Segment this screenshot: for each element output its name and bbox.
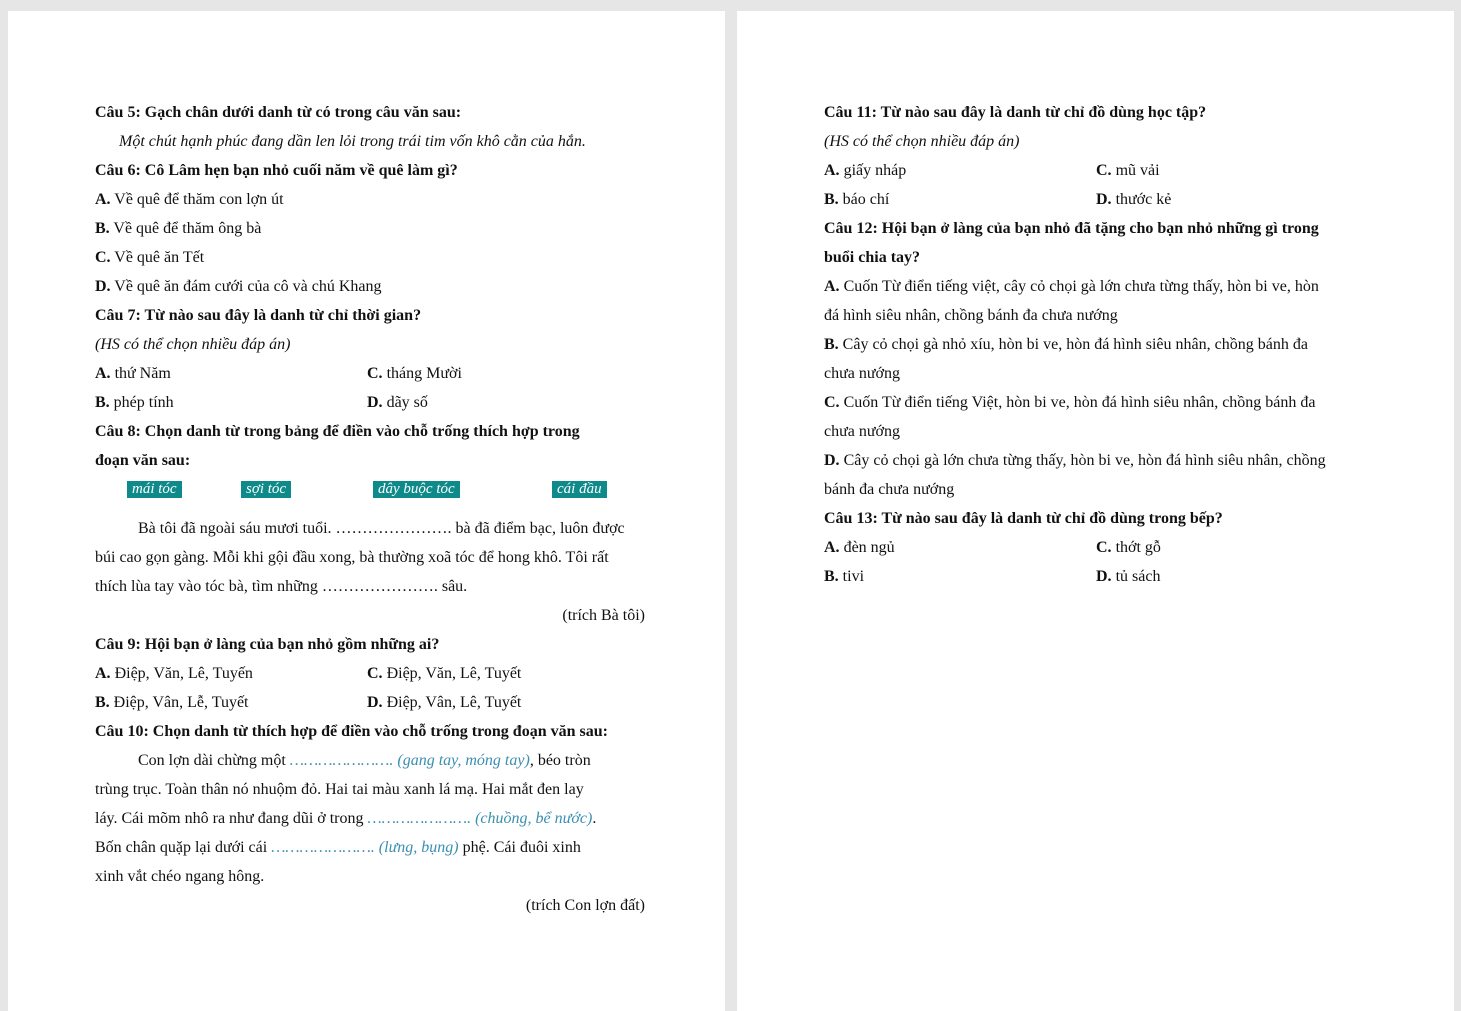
page-right bbox=[737, 11, 1454, 1011]
q9-title: Câu 9: Hội bạn ở làng của bạn nhỏ gồm những ai? bbox=[95, 636, 440, 653]
q10-fill-2: …………………. (chuồng, bể nước) bbox=[367, 810, 593, 827]
q9-options-row-2 bbox=[95, 688, 645, 717]
q7-option-b: B. phép tính bbox=[95, 394, 174, 411]
q13-title: Câu 13: Từ nào sau đây là danh từ chỉ đồ dùng trong bếp? bbox=[824, 510, 1223, 527]
q12-option-b-line-2: chưa nướng bbox=[824, 365, 901, 382]
q8-paragraph-line-3: thích lùa tay vào tóc bà, tìm những …………………. sâu. bbox=[95, 578, 468, 595]
q9-option-c: C. Điệp, Văn, Lê, Tuyết bbox=[367, 665, 522, 682]
q6-option-d: D. Về quê ăn đám cưới của cô và chú Khang bbox=[95, 278, 382, 295]
q9-option-d: D. Điệp, Vân, Lê, Tuyết bbox=[367, 694, 522, 711]
q5-title: Câu 5: Gạch chân dưới danh từ có trong câu văn sau: bbox=[95, 104, 462, 121]
q8-title-2: đoạn văn sau: bbox=[95, 452, 191, 469]
page-left bbox=[8, 11, 725, 1011]
q12-title-1: Câu 12: Hội bạn ở làng của bạn nhỏ đã tặng cho bạn nhỏ những gì trong bbox=[824, 220, 1319, 237]
word-box-soi-toc: sợi tóc bbox=[241, 481, 291, 498]
q5-sentence: Một chút hạnh phúc đang dần len lỏi trong trái tim vốn khô cằn của hắn. bbox=[119, 133, 586, 150]
q12-option-a-line-1: A. Cuốn Từ điển tiếng việt, cây cỏ chọi gà lớn chưa từng thấy, hòn bi ve, hòn bbox=[824, 278, 1319, 295]
q6-option-b: B. Về quê để thăm ông bà bbox=[95, 220, 262, 237]
page-left-content bbox=[95, 98, 645, 920]
q10-title: Câu 10: Chọn danh từ thích hợp để điền vào chỗ trống trong đoạn văn sau: bbox=[95, 723, 608, 740]
q7-option-c: C. tháng Mười bbox=[367, 365, 462, 382]
q6-title: Câu 6: Cô Lâm hẹn bạn nhỏ cuối năm về quê làm gì? bbox=[95, 162, 458, 179]
q12-option-c-line-1: C. Cuốn Từ điển tiếng Việt, hòn bi ve, hòn đá hình siêu nhân, chồng bánh đa bbox=[824, 394, 1316, 411]
q7-options-row-2 bbox=[95, 388, 645, 417]
q7-note: (HS có thể chọn nhiều đáp án) bbox=[95, 336, 291, 353]
q10-paragraph-line-5: xinh vắt chéo ngang hông. bbox=[95, 868, 265, 885]
q9-options-row-1 bbox=[95, 659, 645, 688]
q8-title-1: Câu 8: Chọn danh từ trong bảng để điền vào chỗ trống thích hợp trong bbox=[95, 423, 580, 440]
q11-option-a: A. giấy nháp bbox=[824, 162, 907, 179]
q10-paragraph-line-1: Con lợn dài chừng một …………………. (gang tay, móng tay), béo tròn bbox=[138, 752, 591, 769]
q13-option-c: C. thớt gỗ bbox=[1096, 539, 1161, 556]
q10-fill-3: …………………. (lưng, bụng) bbox=[271, 839, 459, 856]
q8-paragraph-line-1: Bà tôi đã ngoài sáu mươi tuổi. …………………. bà đã điểm bạc, luôn được bbox=[138, 520, 625, 537]
page-right-content bbox=[824, 98, 1374, 591]
q11-note: (HS có thể chọn nhiều đáp án) bbox=[824, 133, 1020, 150]
q11-option-d: D. thước kẻ bbox=[1096, 191, 1172, 208]
q6-option-a: A. Về quê để thăm con lợn út bbox=[95, 191, 284, 208]
q11-option-c: C. mũ vải bbox=[1096, 162, 1160, 179]
q11-title: Câu 11: Từ nào sau đây là danh từ chỉ đồ dùng học tập? bbox=[824, 104, 1207, 121]
q12-title-2: buổi chia tay? bbox=[824, 249, 921, 266]
word-box-cai-dau: cái đầu bbox=[552, 481, 607, 498]
q10-fill-1: …………………. (gang tay, móng tay) bbox=[289, 752, 530, 769]
q13-option-d: D. tủ sách bbox=[1096, 568, 1161, 585]
q12-option-a-line-2: đá hình siêu nhân, chồng bánh đa chưa nướng bbox=[824, 307, 1118, 324]
word-box-day-buoc-toc: dây buộc tóc bbox=[373, 481, 460, 498]
q10-paragraph-line-3: láy. Cái mõm nhô ra như đang dũi ở trong …………………. (chuồng, bể nước). bbox=[95, 810, 597, 827]
q10-paragraph-line-2: trùng trục. Toàn thân nó nhuộm đỏ. Hai tai màu xanh lá mạ. Hai mắt đen lay bbox=[95, 781, 584, 798]
word-box-mai-toc: mái tóc bbox=[127, 481, 182, 498]
q10-source: (trích Con lợn đất) bbox=[525, 897, 645, 914]
q11-options-row-2 bbox=[824, 185, 1374, 214]
q13-options-row-1 bbox=[824, 533, 1374, 562]
q8-paragraph-line-2: búi cao gọn gàng. Mỗi khi gội đầu xong, bà thường xoã tóc để hong khô. Tôi rất bbox=[95, 549, 609, 566]
q7-option-a: A. thứ Năm bbox=[95, 365, 171, 382]
q10-paragraph-line-4: Bốn chân quặp lại dưới cái …………………. (lưng, bụng) phệ. Cái đuôi xinh bbox=[95, 839, 581, 856]
q9-option-b: B. Điệp, Vân, Lễ, Tuyết bbox=[95, 694, 249, 711]
q7-options-row-1 bbox=[95, 359, 645, 388]
q8-source: (trích Bà tôi) bbox=[562, 607, 645, 624]
q12-option-d-line-2: bánh đa chưa nướng bbox=[824, 481, 955, 498]
q13-options-row-2 bbox=[824, 562, 1374, 591]
q7-option-d: D. dãy số bbox=[367, 394, 428, 411]
q12-option-b-line-1: B. Cây cỏ chọi gà nhỏ xíu, hòn bi ve, hòn đá hình siêu nhân, chồng bánh đa bbox=[824, 336, 1308, 353]
q12-option-d-line-1: D. Cây cỏ chọi gà lớn chưa từng thấy, hòn bi ve, hòn đá hình siêu nhân, chồng bbox=[824, 452, 1326, 469]
q12-option-c-line-2: chưa nướng bbox=[824, 423, 901, 440]
q13-option-a: A. đèn ngủ bbox=[824, 539, 895, 556]
q8-word-bank bbox=[95, 475, 645, 504]
q11-option-b: B. báo chí bbox=[824, 191, 890, 208]
q7-title: Câu 7: Từ nào sau đây là danh từ chỉ thời gian? bbox=[95, 307, 422, 324]
q11-options-row-1 bbox=[824, 156, 1374, 185]
q6-option-c: C. Về quê ăn Tết bbox=[95, 249, 205, 266]
q9-option-a: A. Điệp, Văn, Lê, Tuyến bbox=[95, 665, 253, 682]
q13-option-b: B. tivi bbox=[824, 568, 865, 585]
